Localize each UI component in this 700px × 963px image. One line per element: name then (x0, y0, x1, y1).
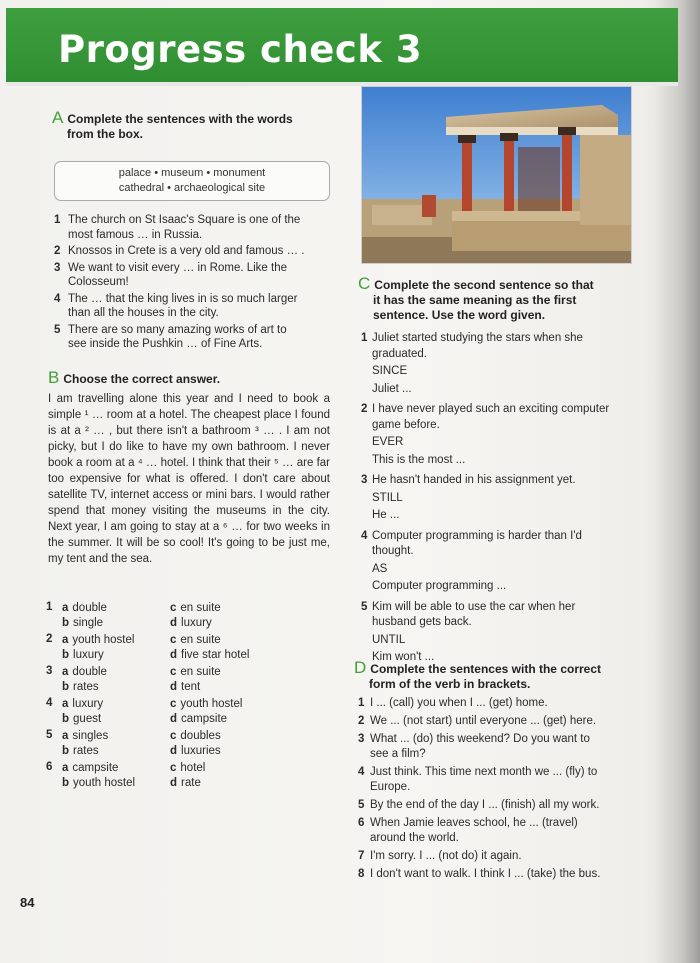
item-number: 2 (361, 403, 368, 415)
item-number: 7 (358, 850, 365, 862)
item-text: Knossos in Crete is a very old and famous … . (68, 245, 305, 257)
section-d-instruction-2: form of the verb in brackets. (369, 677, 531, 691)
item-number: 5 (54, 323, 61, 336)
item-text: I have never played such an exciting computer (372, 403, 610, 415)
section-a-instruction-1: Complete the sentences with the words (67, 112, 293, 126)
list-item (54, 244, 334, 259)
knossos-illustration (362, 87, 632, 264)
item-text: than all the houses in the city. (68, 307, 219, 319)
list-item (358, 714, 643, 729)
option-c: c hotel (170, 762, 206, 774)
knossos-photo (361, 86, 632, 264)
item-text: There are so many amazing works of art to (68, 323, 287, 336)
list-item (54, 292, 334, 321)
option-b: b guest (62, 713, 102, 725)
item-text: husband gets back. (372, 616, 472, 628)
section-b-choices (46, 601, 336, 793)
choice-number: 5 (46, 729, 53, 741)
sentence-stem: Computer programming ... (372, 580, 507, 592)
item-number: 1 (361, 332, 368, 344)
page-number: 84 (20, 895, 35, 910)
item-number: 5 (361, 600, 368, 613)
section-b-paragraph: I am travelling alone this year and I need to book a simple ¹ … room at a hotel. The cheapest place I found is at a ² … , but there isn't a bathroom ³ … . I am not picky, but I do like to have my own bathroom. I never book a room at a ⁴ … hotel. I think that their ⁵ … are far too expensive for what is offered. I don't care about satellite TV, internet access or mini bars. I would rather spend that money visiting the museums in the city. Next year, I am going to stay at a ⁶ … for two weeks in the summer. It will be so cool! It's going to be just me, my tent and the sea. (48, 393, 330, 565)
list-item (361, 600, 641, 666)
list-item (361, 402, 641, 468)
choice-number: 6 (46, 761, 53, 773)
item-number: 1 (54, 214, 61, 226)
page-title: Progress check 3 (58, 28, 423, 71)
option-c: c en suite (170, 666, 221, 678)
item-number: 4 (54, 292, 61, 305)
item-number: 6 (358, 817, 365, 829)
list-item (358, 765, 643, 795)
sentence-stem: He ... (372, 509, 400, 521)
section-d-letter: D (354, 658, 367, 677)
sentence-stem: Juliet ... (372, 382, 412, 395)
choice-number: 1 (46, 601, 53, 613)
item-text: We want to visit every … in Rome. Like the (68, 261, 288, 274)
item-text: Kim will be able to use the car when her (372, 600, 576, 613)
choice-row (46, 601, 336, 633)
list-item (54, 261, 334, 290)
section-c-list (361, 331, 641, 671)
option-b: b rates (62, 681, 99, 693)
choice-row (46, 697, 336, 729)
option-c: c en suite (170, 602, 221, 614)
section-c-instruction-3: sentence. Use the word given. (373, 308, 546, 322)
section-a-instruction-2: from the box. (67, 127, 144, 141)
sentence-stem: Kim won't ... (372, 651, 435, 663)
option-a: a youth hostel (62, 634, 135, 646)
option-d: d luxury (170, 617, 212, 629)
item-text: We ... (not start) until everyone ... (get) here. (370, 715, 597, 727)
choice-row (46, 761, 336, 793)
list-item (54, 213, 334, 242)
item-text: I ... (call) you when I ... (get) home. (370, 697, 548, 709)
item-number: 5 (358, 799, 365, 811)
list-item (358, 816, 643, 846)
choice-number: 4 (46, 697, 53, 709)
item-number: 1 (358, 697, 365, 709)
keyword: STILL (372, 491, 403, 504)
item-text: around the world. (370, 832, 459, 844)
item-text: By the end of the day I ... (finish) all my work. (370, 799, 600, 811)
option-a: a luxury (62, 698, 104, 710)
item-text: The church on St Isaac's Square is one of the (68, 214, 301, 226)
option-d: d campsite (170, 713, 228, 725)
list-item (361, 529, 641, 595)
item-number: 4 (358, 766, 365, 778)
option-d: d five star hotel (170, 649, 250, 661)
item-number: 3 (358, 733, 365, 745)
option-d: d rate (170, 777, 201, 789)
keyword: EVER (372, 436, 404, 448)
list-item (358, 798, 643, 813)
section-d-instruction-1: Complete the sentences with the correct (370, 662, 602, 676)
section-c-instruction-2: it has the same meaning as the first (373, 293, 577, 307)
item-number: 8 (358, 868, 365, 880)
list-item (358, 732, 643, 762)
option-d: d luxuries (170, 745, 221, 757)
section-d-heading (354, 660, 644, 692)
choice-number: 3 (46, 665, 53, 677)
list-item (361, 331, 641, 397)
item-text: see inside the Pushkin … of Fine Arts. (68, 338, 263, 350)
item-text: Colosseum! (68, 276, 129, 288)
word-box-line-2: cathedral • archaeological site (118, 182, 266, 194)
list-item (361, 473, 641, 524)
keyword: AS (372, 562, 388, 575)
item-text: see a film? (370, 748, 426, 760)
option-b: b single (62, 617, 104, 629)
list-item (358, 696, 643, 711)
word-box-line-1: palace • museum • monument (118, 167, 266, 179)
item-text: thought. (372, 545, 414, 557)
book-spine-shadow (654, 0, 700, 963)
keyword: UNTIL (372, 633, 406, 646)
section-c-instruction-1: Complete the second sentence so that (374, 278, 594, 292)
item-number: 3 (54, 261, 61, 274)
section-d-list (358, 696, 643, 885)
choice-row (46, 665, 336, 697)
section-b-letter: B (48, 368, 60, 387)
item-text: When Jamie leaves school, he ... (travel) (370, 817, 578, 829)
option-a: a campsite (62, 762, 119, 774)
item-number: 2 (54, 245, 61, 257)
item-text: I'm sorry. I ... (not do) it again. (370, 850, 522, 862)
option-c: c youth hostel (170, 698, 243, 710)
item-text: game before. (372, 418, 440, 431)
section-a-heading (52, 110, 332, 142)
item-text: Computer programming is harder than I'd (372, 529, 582, 542)
word-box (54, 161, 330, 201)
list-item (54, 323, 334, 352)
choice-row (46, 729, 336, 761)
choice-row (46, 633, 336, 665)
option-c: c en suite (170, 634, 221, 646)
item-number: 2 (358, 715, 365, 727)
item-text: Just think. This time next month we ... (fly) to (370, 766, 598, 778)
item-text: Europe. (370, 781, 411, 793)
item-text: What ... (do) this weekend? Do you want to (370, 733, 590, 745)
section-b-heading (48, 370, 328, 387)
option-b: b youth hostel (62, 777, 136, 789)
option-a: a singles (62, 730, 109, 742)
sentence-stem: This is the most ... (372, 453, 466, 466)
item-text: Juliet started studying the stars when she (372, 332, 583, 344)
section-a-list (54, 213, 334, 354)
section-a-letter: A (52, 108, 64, 127)
item-text: I don't want to walk. I think I ... (take) the bus. (370, 868, 601, 880)
option-a: a double (62, 602, 107, 614)
option-c: c doubles (170, 730, 221, 742)
list-item (358, 849, 643, 864)
item-text: The … that the king lives in is so much larger (68, 292, 298, 305)
section-b-instruction: Choose the correct answer. (63, 372, 221, 386)
section-c-heading (358, 276, 648, 323)
item-number: 4 (361, 529, 368, 542)
option-d: d tent (170, 681, 201, 693)
option-b: b rates (62, 745, 99, 757)
keyword: SINCE (372, 365, 408, 377)
option-a: a double (62, 666, 107, 678)
list-item (358, 867, 643, 882)
item-text: most famous … in Russia. (68, 228, 203, 241)
item-number: 3 (361, 474, 368, 486)
option-b: b luxury (62, 649, 104, 661)
choice-number: 2 (46, 633, 53, 645)
section-c-letter: C (358, 274, 371, 293)
item-text: He hasn't handed in his assignment yet. (372, 474, 576, 486)
item-text: graduated. (372, 347, 427, 360)
